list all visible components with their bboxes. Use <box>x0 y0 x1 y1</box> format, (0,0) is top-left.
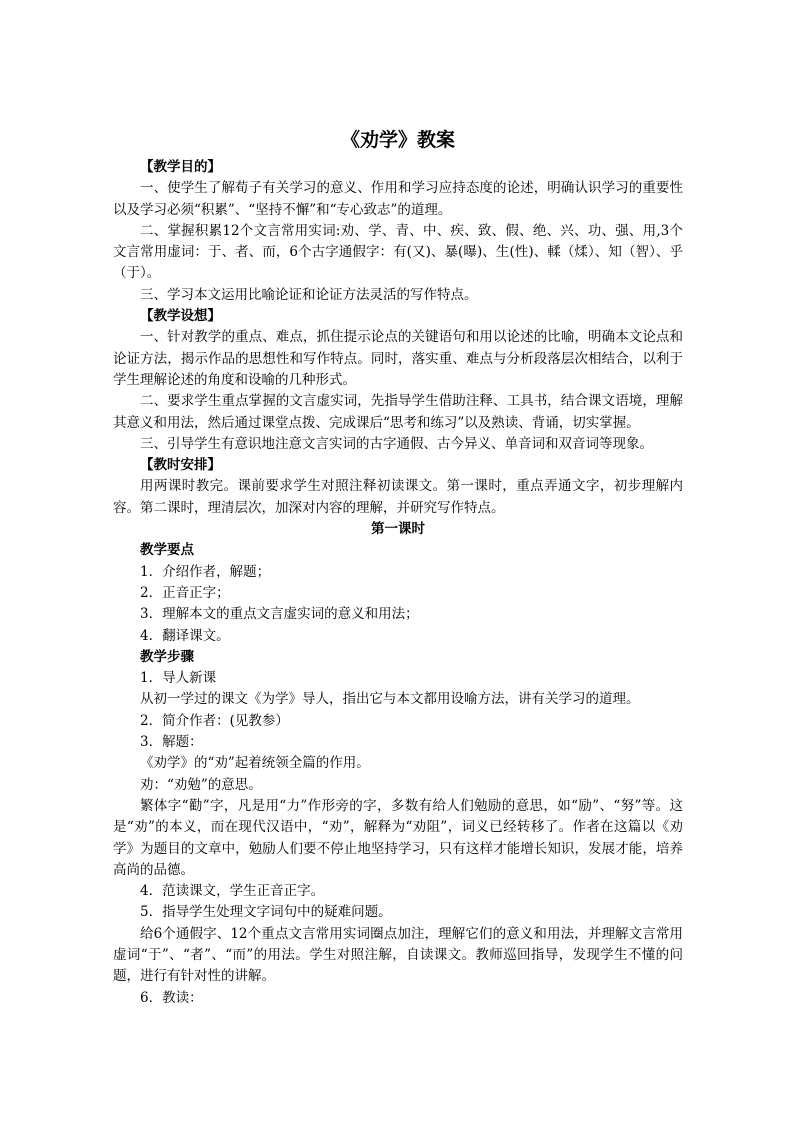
step-3-text-2: 劝：“劝勉”的意思。 <box>140 776 262 793</box>
point-item: 1．介绍作者，解题； <box>140 563 271 580</box>
lesson-subtitle: 第一课时 <box>371 521 425 538</box>
schedule-paragraph: 用两课时教完。课前要求学生对照注释初读课文。第一课时，重点弄通文字，初步理解内容。第二课时，理清层次，加深对内容的理解，并研究写作特点。 <box>113 478 683 516</box>
point-item: 3．理解本文的重点文言虚实词的意义和用法； <box>140 606 419 623</box>
design-paragraph-1: 一、针对教学的重点、难点，抓住提示论点的关键语句和用以论述的比喻，明确本文论点和论证方法，揭示作品的思想性和写作特点。同时，落实重、难点与分析段落层次相结合，以利于学生理解论述的角度和设喻的几种形式。 <box>113 329 683 388</box>
step-5-text: 给6个通假字、12个重点文言常用实词圈点加注，理解它们的意义和用法，并理解文言常用虚词“于”、“者”、“而”的用法。学生对照注解，自读课文。教师巡回指导，发现学生不懂的问题，进行有针对性的讲解。 <box>113 925 683 985</box>
point-item: 2．正音正字； <box>140 584 230 601</box>
steps-heading: 教学步骤 <box>140 648 194 665</box>
step-1-text: 从初一学过的课文《为学》导人，指出它与本文都用设喻方法，讲有关学习的道理。 <box>140 691 640 708</box>
points-heading: 教学要点 <box>140 542 194 559</box>
point-item: 4．翻译课文。 <box>140 627 230 644</box>
section-heading-design: 【教学设想】 <box>140 308 221 325</box>
design-paragraph-3: 三、引导学生有意识地注意文言实词的古字通假、古今异义、单音词和双音词等现象。 <box>140 435 653 452</box>
step-3: 3．解题： <box>140 734 203 751</box>
step-3-text-3: 繁体字“勸”字，凡是用“力”作形旁的字，多数有给人们勉励的意思，如“励”、“努”等。这是“劝”的本义，而在现代汉语中，“劝”，解释为“劝阻”，词义已经转移了。作者在这篇以《劝学》为题目的文章中，勉励人们要不停止地坚持学习，只有这样才能增长知识，发展才能，培养高尚的品德。 <box>113 797 683 878</box>
document-body <box>113 126 683 1009</box>
section-heading-goal: 【教学目的】 <box>140 159 221 175</box>
step-5: 5．指导学生处理文字词句中的疑难问题。 <box>140 904 392 921</box>
step-3-text-1: 《劝学》的“劝”起着统领全篇的作用。 <box>140 755 370 772</box>
step-6: 6．教读： <box>140 989 203 1006</box>
step-1: 1．导人新课 <box>140 670 217 687</box>
step-4: 4．范读课文，学生正音正字。 <box>140 883 325 900</box>
page-title: 《劝学》教案 <box>340 129 455 151</box>
section-heading-schedule: 【教时安排】 <box>140 457 221 474</box>
design-paragraph-2: 二、要求学生重点掌握的文言虚实词，先指导学生借助注释、工具书，结合课文语境，理解其意义和用法，然后通过课堂点拨、完成课后“思考和练习”以及熟读、背诵，切实掌握。 <box>113 393 683 431</box>
goal-paragraph-3: 三、学习本文运用比喻论证和论证方法灵活的写作特点。 <box>140 286 478 303</box>
step-2: 2．简介作者：(见教参） <box>140 712 289 729</box>
goal-paragraph-1: 一、使学生了解荀子有关学习的意义、作用和学习应持态度的论述，明确认识学习的重要性以及学习必须“积累”、“坚持不懈”和“专心致志”的道理。 <box>113 180 683 218</box>
goal-paragraph-2: 二、掌握积累12个文言常用实词:劝、学、青、中、疾、致、假、绝、兴、功、强、用,3个文言常用虚词：于、者、而，6个古字通假字：有(又)、暴(曝)、生(性)、輮（煣）、知（智）、乎（于）。 <box>113 222 683 282</box>
